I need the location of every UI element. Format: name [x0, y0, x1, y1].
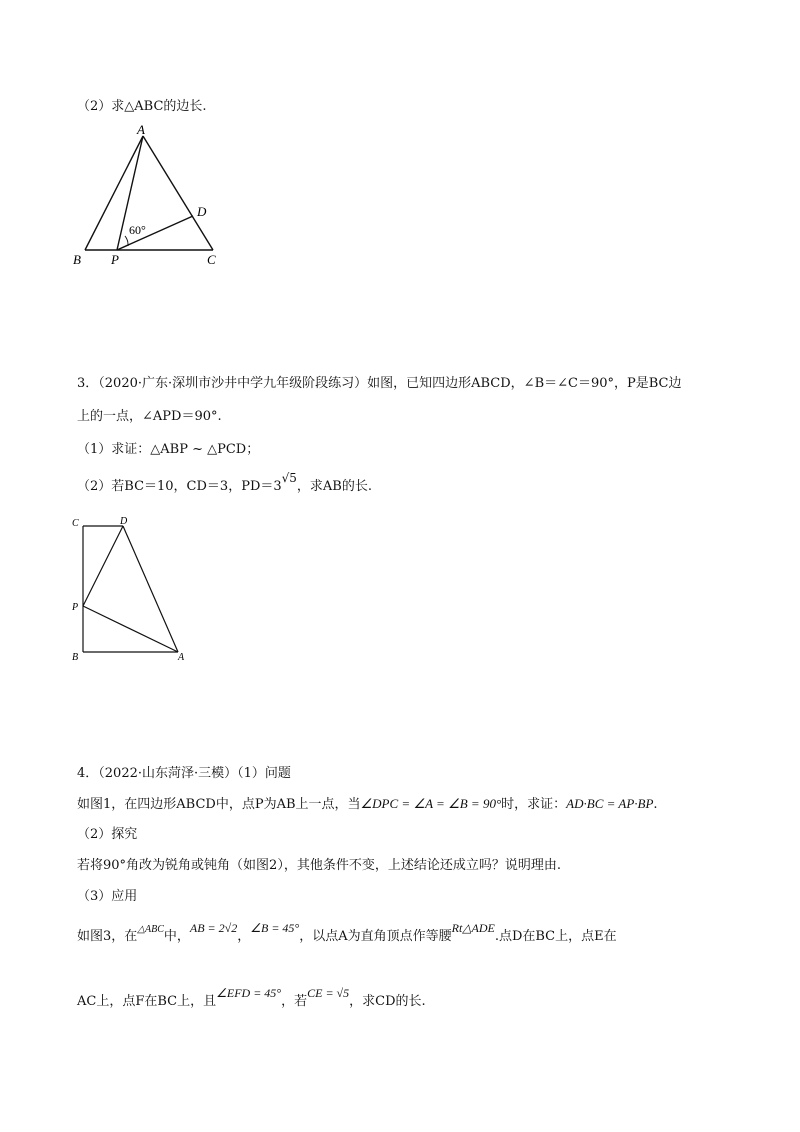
q3-part1	[77, 441, 259, 459]
q4-p3-rt: Rt△ADE	[451, 921, 495, 935]
q4-part3-text: （3）应用	[77, 889, 138, 904]
q4-p4-text-b: ，若	[281, 994, 308, 1009]
q2-label-p: P	[111, 252, 119, 267]
q2-label-d: D	[197, 204, 207, 219]
q4-p1-text-a: 如图1，在四边形ABCD中，点P为AB上一点，当	[77, 797, 361, 812]
q4-p4-ce: CE = √5	[307, 986, 350, 1000]
q4-p1-text-c: .	[653, 797, 658, 812]
q3-header	[77, 375, 682, 393]
q4-p4-text-c: ，求CD的长.	[349, 994, 426, 1009]
q4-p3-ab: AB = 2√2	[189, 921, 238, 935]
q3-label-b: B	[72, 652, 79, 663]
q3-header2-text: 上的一点，∠APD＝90°.	[77, 409, 222, 424]
q3-part2-text-a: （2）若BC＝10，CD＝3，PD＝3	[77, 479, 282, 494]
q2-label-c: C	[207, 252, 216, 267]
q3-label-p: P	[72, 602, 79, 613]
q2-label-a: A	[137, 122, 145, 137]
q3-label-d: D	[120, 516, 128, 527]
q4-part1-problem	[77, 795, 658, 814]
q4-p4-efd: ∠EFD = 45°	[216, 986, 282, 1000]
q2-label-angle: 60°	[129, 223, 146, 237]
q2-part2	[77, 98, 207, 116]
q2-part2-text: （2）求△ABC的边长.	[77, 99, 207, 114]
q4-part2-heading	[77, 826, 137, 844]
q4-p3-text-c: ，	[237, 929, 251, 944]
q4-part3-problem	[77, 921, 617, 947]
q3-part2-text-b: ，求AB的长.	[296, 479, 372, 494]
q4-p3-text-e: .点D在BC上，点E在	[494, 929, 617, 944]
q2-triangle-figure	[65, 122, 235, 270]
q3-header-text: 3．（2020·广东·深圳市沙井中学九年级阶段练习）如图，已知四边形ABCD，∠B＝∠C＝90°，P是BC边	[77, 376, 682, 391]
q3-header-line2	[77, 408, 222, 426]
q3-part2	[77, 471, 372, 496]
q4-part2-problem	[77, 857, 561, 875]
q4-p1-formula: ∠DPC = ∠A = ∠B = 90°	[360, 796, 502, 811]
q4-p1-text-b: 时，求证：	[501, 797, 567, 812]
q3-sqrt5: √5	[281, 471, 297, 485]
q4-p3-text-b: 中，	[163, 929, 190, 944]
q4-p2-text: 若将90°角改为锐角或钝角（如图2），其他条件不变，上述结论还成立吗？说明理由.	[77, 858, 561, 873]
q3-label-c: C	[72, 518, 79, 529]
q4-part2-text: （2）探究	[77, 827, 138, 842]
q3-quadrilateral-figure	[68, 514, 198, 664]
q3-part1-text: （1）求证：△ABP ~ △PCD；	[77, 442, 260, 457]
q4-p3-text-a: 如图3，在	[77, 929, 138, 944]
q4-p1-formula2: AD·BC = AP·BP	[566, 796, 654, 811]
q2-label-b: B	[73, 252, 81, 267]
q3-label-a: A	[178, 652, 185, 663]
q4-p3-text-d: ，以点A为直角顶点作等腰	[299, 929, 452, 944]
q4-p4-text-a: AC上，点F在BC上，且	[77, 994, 217, 1009]
q4-header-text: 4．（2022·山东菏泽·三模）（1）问题	[77, 766, 291, 781]
q4-p3-triangle: △ABC	[137, 924, 164, 935]
q4-header	[77, 765, 291, 783]
q4-part3-heading	[77, 888, 137, 906]
q4-part3-problem-line2	[77, 986, 426, 1011]
q4-p3-angle: ∠B = 45°	[250, 921, 300, 935]
